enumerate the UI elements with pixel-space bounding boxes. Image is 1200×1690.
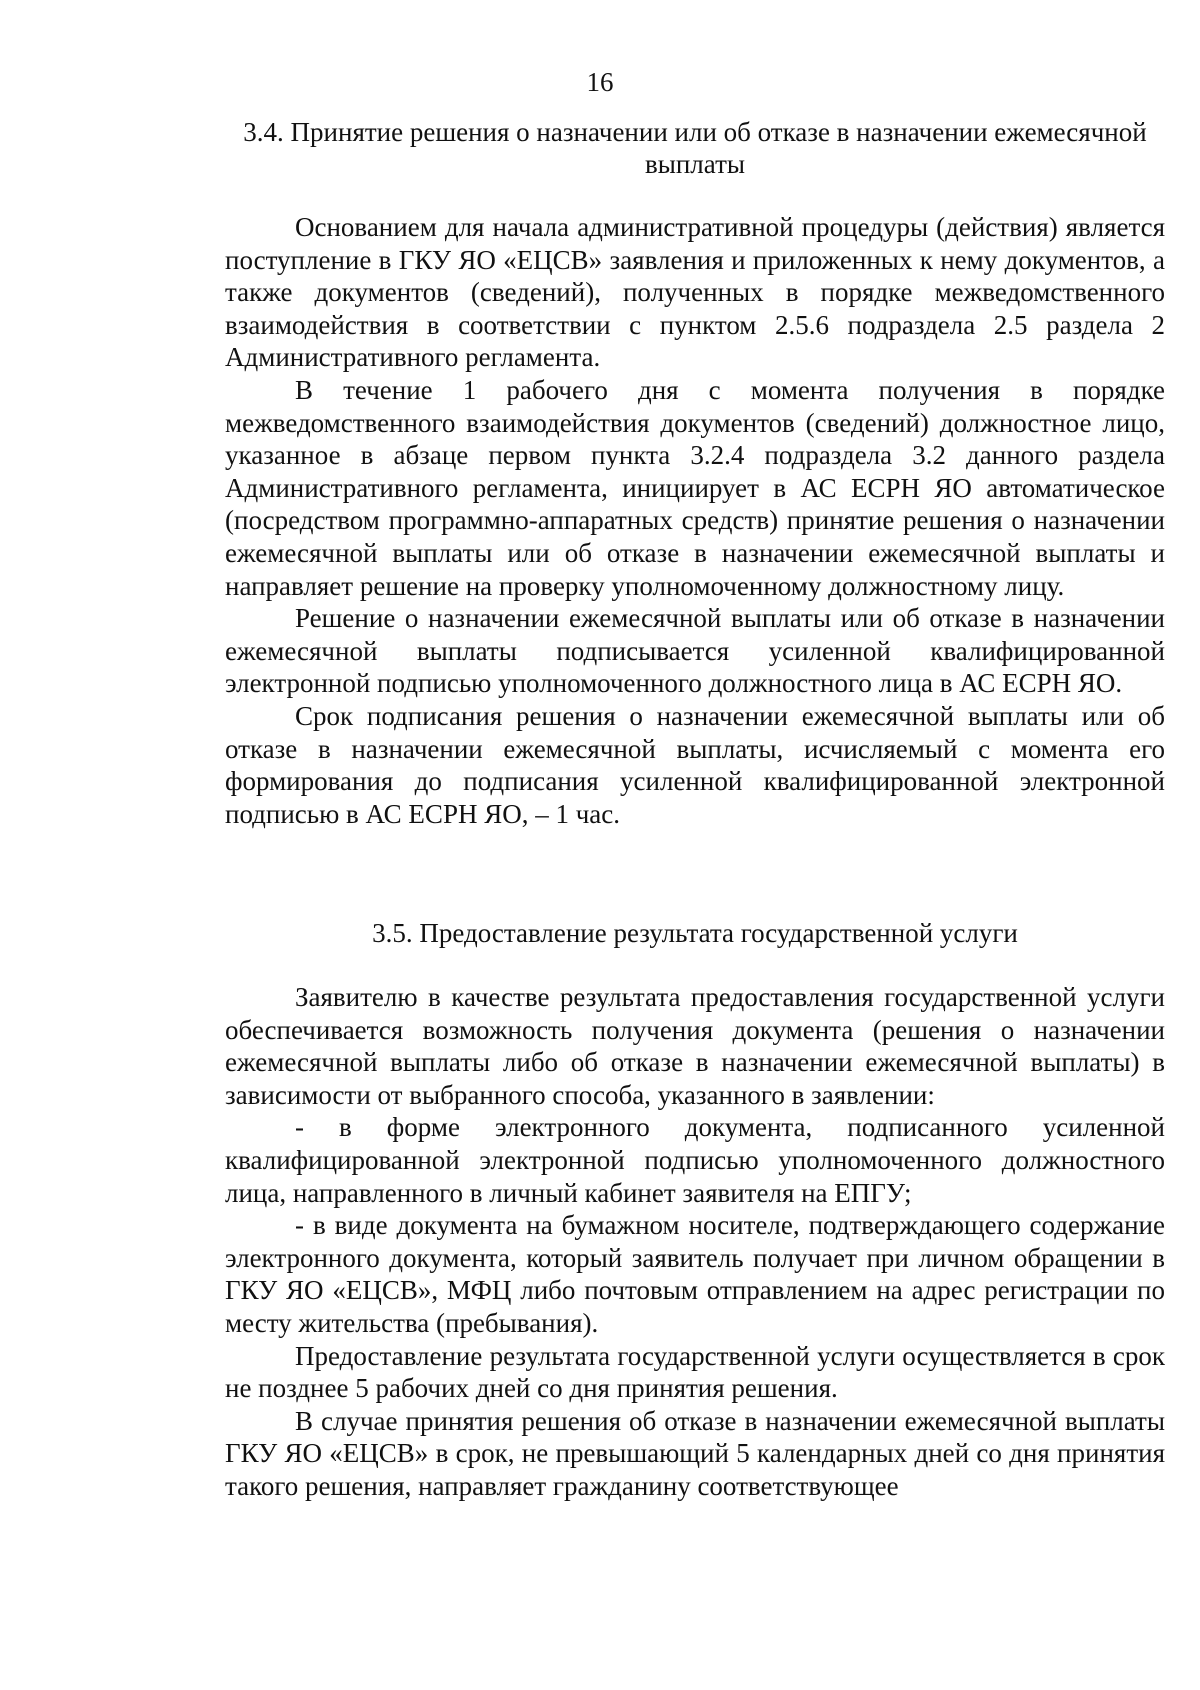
- section-3-5-list-item-2: - в виде документа на бумажном носителе, подтверждающего содержание электронного документа, который заявитель получает при личном обращении в ГКУ ЯО «ЕЦСВ», МФЦ либо почтовым отправлением на адрес регистрации по месту жительства (пребывания).: [225, 1210, 1165, 1338]
- section-3-5-paragraph-2: Предоставление результата государственной услуги осуществляется в срок не позднее 5 рабочих дней со дня принятия решения.: [225, 1340, 1165, 1404]
- section-3-5-paragraph-1: Заявителю в качестве результата предоставления государственной услуги обеспечивается возможность получения документа (решения о назначении ежемесячной выплаты либо об отказе в назначении ежемесячной выплаты) в зависимости от выбранного способа, указанного в заявлении:: [225, 982, 1165, 1110]
- section-3-5-heading: 3.5. Предоставление результата государственной услуги: [372, 918, 1018, 948]
- section-3-5-paragraph-3: В случае принятия решения об отказе в назначении ежемесячной выплаты ГКУ ЯО «ЕЦСВ» в срок, не превышающий 5 календарных дней со дня принятия такого решения, направляет гражданину соответствующее: [225, 1405, 1165, 1501]
- section-3-5-list-item-1: - в форме электронного документа, подписанного усиленной квалифицированной электронной подписью уполномоченного должностного лица, направленного в личный кабинет заявителя на ЕПГУ;: [225, 1112, 1165, 1208]
- section-3-4-heading: 3.4. Принятие решения о назначении или об отказе в назначении ежемесячной выплаты: [243, 117, 1147, 179]
- section-3-4-paragraph-2: В течение 1 рабочего дня с момента получения в порядке межведомственного взаимодействия документов (сведений) должностное лицо, указанное в абзаце первом пункта 3.2.4 подраздела 3.2 данного раздела Административного регламента, инициирует в АС ЕСРН ЯО автоматическое (посредством программно-аппаратных средств) принятие решения о назначении ежемесячной выплаты или об отказе в назначении ежемесячной выплаты и направляет решение на проверку уполномоченному должностному лицу.: [225, 374, 1165, 601]
- page-number: 16: [586, 67, 614, 97]
- section-3-4-body: [225, 211, 1165, 830]
- section-3-4-paragraph-4: Срок подписания решения о назначении ежемесячной выплаты или об отказе в назначении ежемесячной выплаты, исчисляемый с момента его формирования до подписания усиленной квалифицированной электронной подписью в АС ЕСРН ЯО, – 1 час.: [225, 700, 1165, 829]
- section-3-4-paragraph-1: Основанием для начала административной процедуры (действия) является поступление в ГКУ ЯО «ЕЦСВ» заявления и приложенных к нему документов, а также документов (сведений), полученных в порядке межведомственного взаимодействия в соответствии с пунктом 2.5.6 подраздела 2.5 раздела 2 Административного регламента.: [225, 212, 1165, 373]
- section-3-5-body: [225, 981, 1165, 1503]
- section-3-4-paragraph-3: Решение о назначении ежемесячной выплаты или об отказе в назначении ежемесячной выплаты подписывается усиленной квалифицированной электронной подписью уполномоченного должностного лица в АС ЕСРН ЯО.: [225, 603, 1165, 699]
